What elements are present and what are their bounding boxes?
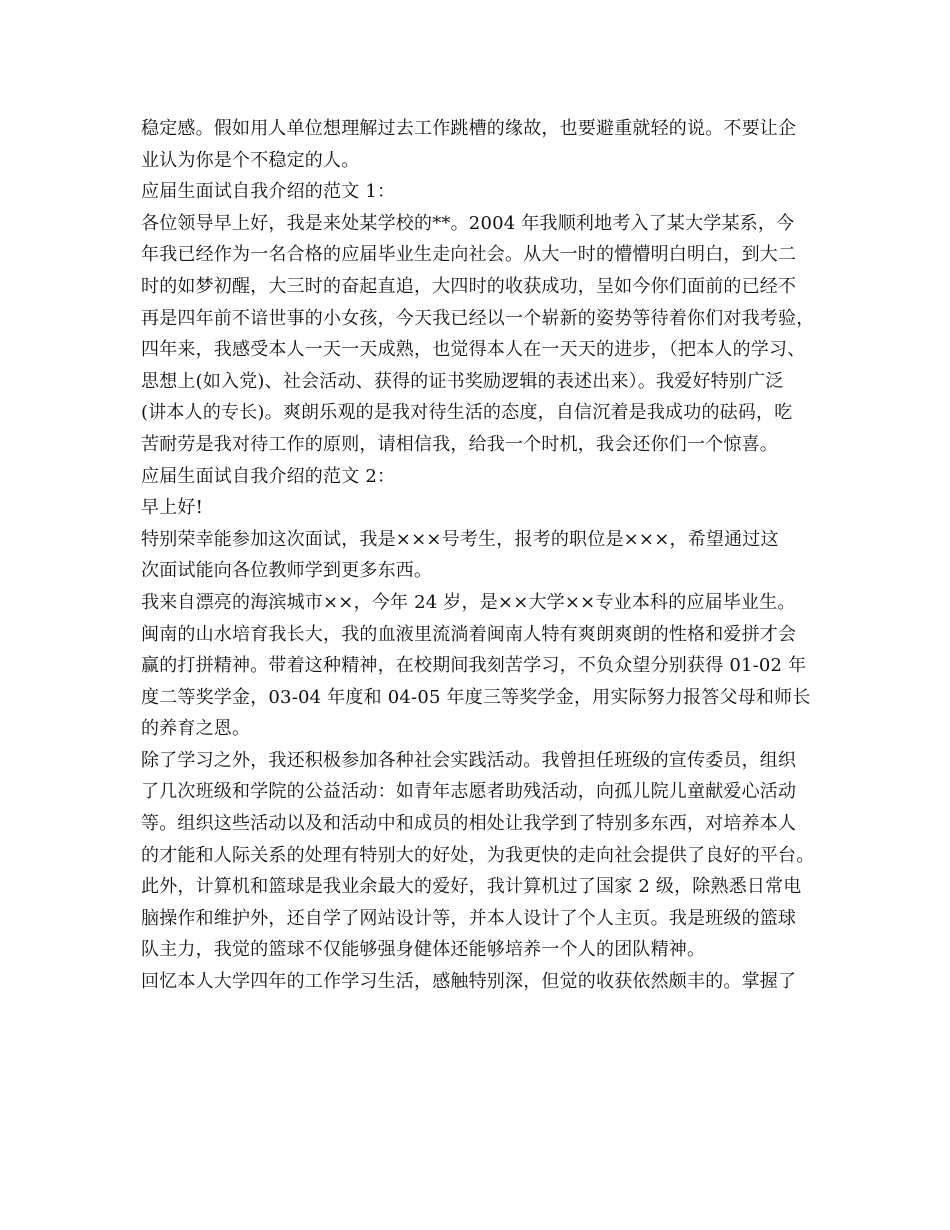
text-line: 早上好! <box>141 497 204 519</box>
text-line: 年我已经作为一名合格的应届毕业生走向社会。从大一时的懵懵明白明白，到大二 <box>141 244 797 266</box>
text-line: 再是四年前不谙世事的小女孩，今天我已经以一个崭新的姿势等待着你们对我考验， <box>141 307 815 329</box>
text-line: 了几次班级和学院的公益活动：如青年志愿者助残活动，向孤儿院儿童献爱心活动 <box>141 781 797 803</box>
section-heading: 应届生面试自我介绍的范文 1： <box>141 181 396 203</box>
text-line: 回忆本人大学四年的工作学习生活，感触特别深，但觉的收获依然颇丰的。掌握了 <box>141 971 797 993</box>
text-line: 除了学习之外，我还积极参加各种社会实践活动。我曾担任班级的宣传委员，组织 <box>141 749 797 771</box>
text-line: 稳定感。假如用人单位想理解过去工作跳槽的缘故，也要避重就轻的说。不要让企 <box>141 118 797 139</box>
text-line: 脑操作和维护外，还自学了网站设计等，并本人设计了个人主页。我是班级的篮球 <box>141 907 797 929</box>
text-line: 思想上(如入党)、社会活动、获得的证书奖励逻辑的表述出来）。我爱好特别广泛 <box>141 370 784 392</box>
text-line: 闽南的山水培育我长大，我的血液里流淌着闽南人特有爽朗爽朗的性格和爱拼才会 <box>141 623 797 645</box>
text-line: 队主力，我觉的篮球不仅能够强身健体还能够培养一个人的团队精神。 <box>141 939 706 961</box>
text-line: 我来自漂亮的海滨城市××，今年 24 岁，是××大学××专业本科的应届毕业生。 <box>141 591 796 613</box>
section-heading: 应届生面试自我介绍的范文 2： <box>141 465 396 487</box>
text-line: 赢的打拼精神。带着这种精神，在校期间我刻苦学习，不负众望分别获得 01-02 年 <box>141 655 807 677</box>
text-line: 时的如梦初醒，大三时的奋起直追，大四时的收获成功，呈如今你们面前的已经不 <box>141 275 797 297</box>
document-body <box>141 113 816 998</box>
text-line: 度二等奖学金，03-04 年度和 04-05 年度三等奖学金，用实际努力报答父母和师长 <box>141 686 811 708</box>
text-line: 业认为你是个不稳定的人。 <box>141 149 360 171</box>
text-line: 此外，计算机和篮球是我业余最大的爱好，我计算机过了国家 2 级，除熟悉日常电 <box>141 876 802 898</box>
text-line: 四年来，我感受本人一天一天成熟，也觉得本人在一天天的进步，（把本人的学习、 <box>141 339 806 361</box>
text-line: 次面试能向各位教师学到更多东西。 <box>141 560 433 582</box>
text-line: 等。组织这些活动以及和活动中和成员的相处让我学到了特别多东西，对培养本人 <box>141 813 797 835</box>
text-line: 的养育之恩。 <box>141 718 251 740</box>
text-line: 各位领导早上好，我是来处某学校的**。2004 年我顺利地考入了某大学某系，今 <box>141 212 795 234</box>
text-line: 的才能和人际关系的处理有特别大的好处，为我更快的走向社会提供了良好的平台。 <box>141 844 815 866</box>
text-line: 苦耐劳是我对待工作的原则，请相信我，给我一个时机，我会还你们一个惊喜。 <box>141 433 778 455</box>
text-line: 特别荣幸能参加这次面试，我是×××号考生，报考的职位是×××，希望通过这 <box>141 528 779 550</box>
text-line: (讲本人的专长)。爽朗乐观的是我对待生活的态度，自信沉着是我成功的砝码，吃 <box>141 402 793 424</box>
